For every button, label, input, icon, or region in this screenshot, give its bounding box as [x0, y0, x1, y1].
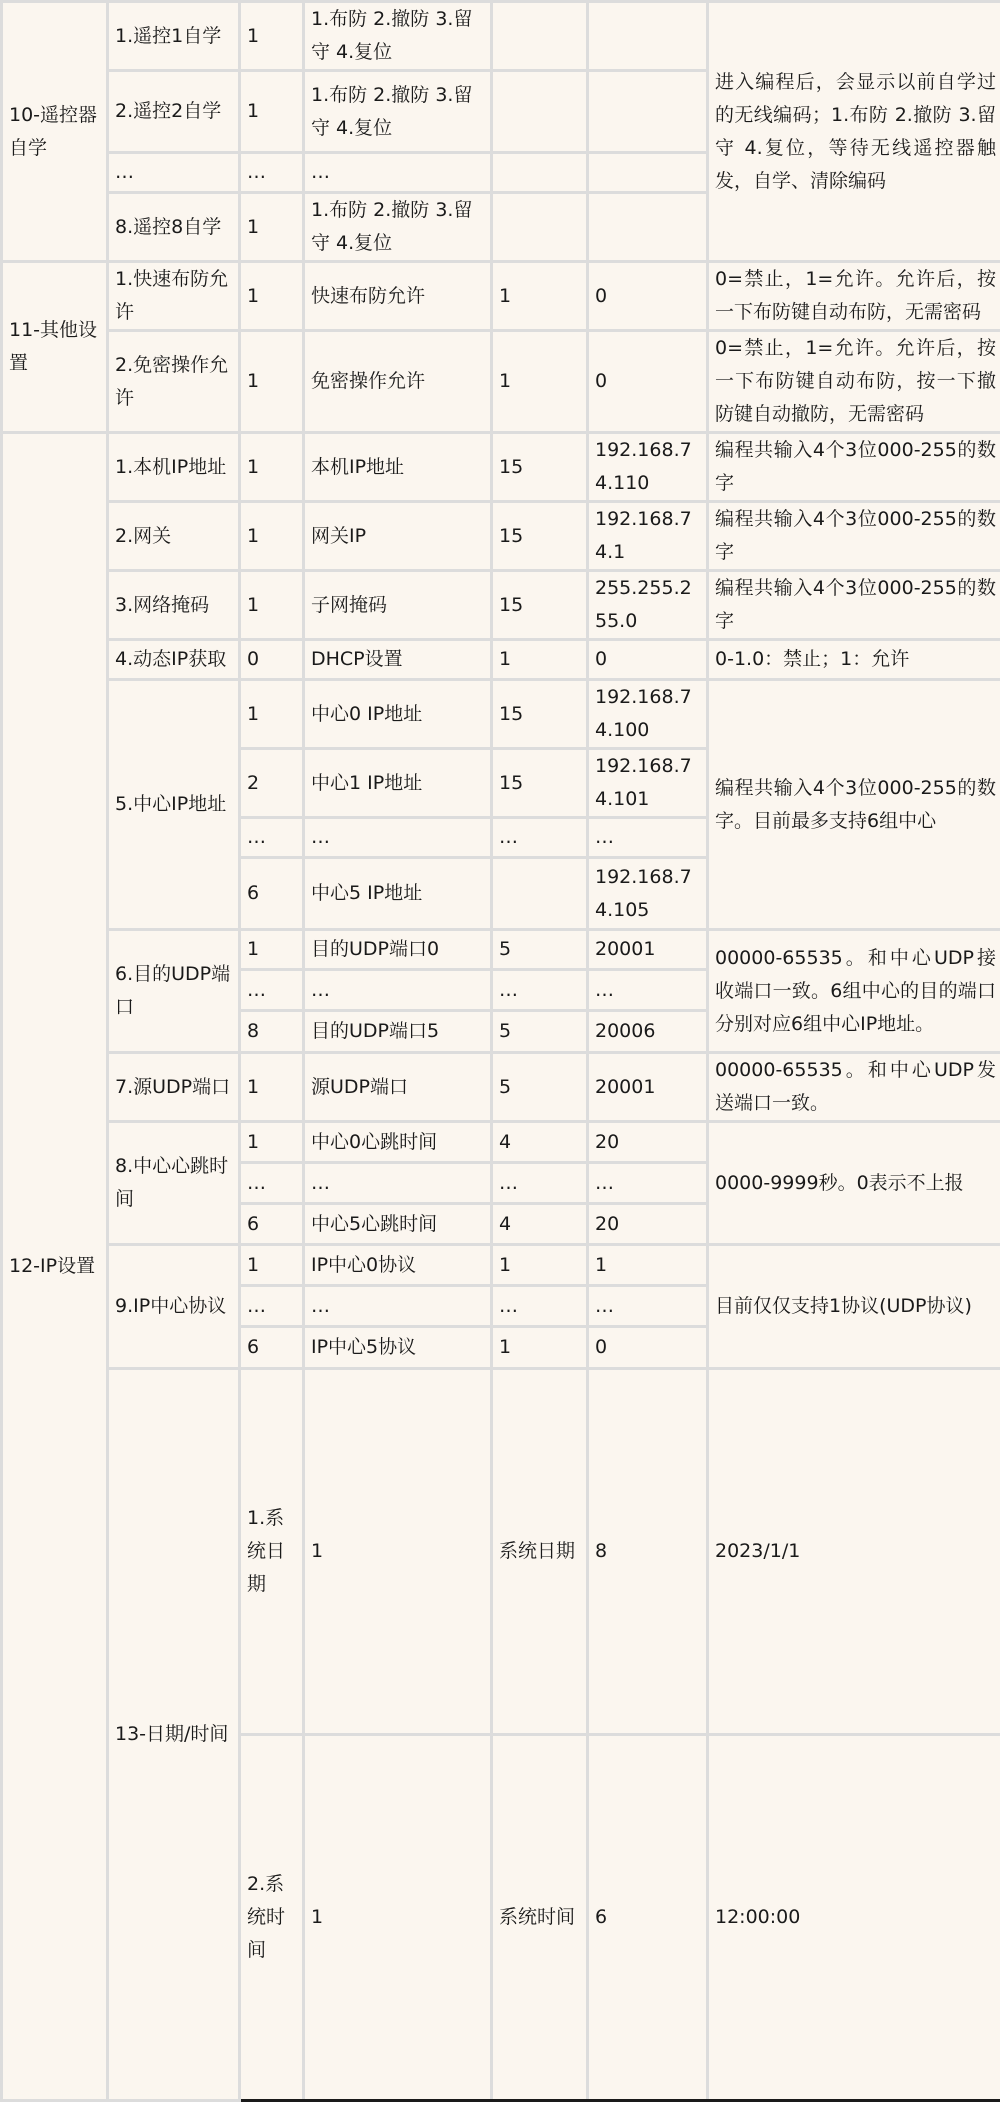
table-row [2, 1245, 1000, 1286]
default-cell: 0 [588, 1327, 708, 1369]
index-cell: 6 [240, 1327, 304, 1369]
name-cell: DHCP设置 [304, 640, 492, 680]
index-cell: … [240, 153, 304, 193]
table-row [2, 1053, 1000, 1122]
description-cell: 目前仅仅支持1协议(UDP协议) [708, 1245, 1000, 1369]
item-cell: 4.动态IP获取 [108, 640, 240, 680]
name-cell: 网关IP [304, 502, 492, 571]
item-cell: 2.系统时间 [240, 1735, 304, 2101]
length-cell [492, 71, 588, 153]
table-row [2, 1122, 1000, 1163]
name-cell: 系统时间 [492, 1735, 588, 2101]
name-cell: 系统日期 [492, 1369, 588, 1735]
item-cell: 1.快速布防允许 [108, 262, 240, 331]
table-row [2, 571, 1000, 640]
item-cell: 2.免密操作允许 [108, 331, 240, 433]
description-cell: 编程共输入4个3位000-255的数字。目前最多支持6组中心 [708, 680, 1000, 930]
item-cell: 7.源UDP端口 [108, 1053, 240, 1122]
default-cell: 192.168.74.105 [588, 858, 708, 930]
description-cell: 编程共输入4个3位000-255的数字 [708, 502, 1000, 571]
description-cell: 编程共输入4个3位000-255的数字 [708, 433, 1000, 502]
description-cell: 00000-65535。和中心UDP发送端口一致。 [708, 1053, 1000, 1122]
default-cell: 20 [588, 1204, 708, 1245]
length-cell: 15 [492, 433, 588, 502]
length-cell [492, 153, 588, 193]
default-cell: 12:00:00 [708, 1735, 1000, 2101]
default-cell: 192.168.74.100 [588, 680, 708, 749]
table-row [2, 331, 1000, 433]
default-cell: 20001 [588, 930, 708, 970]
item-cell: … [108, 153, 240, 193]
name-cell: 源UDP端口 [304, 1053, 492, 1122]
table-row [2, 1369, 1000, 1735]
length-cell [492, 858, 588, 930]
name-cell: 子网掩码 [304, 571, 492, 640]
name-cell: 中心0 IP地址 [304, 680, 492, 749]
default-cell: 192.168.74.1 [588, 502, 708, 571]
length-cell: … [492, 1163, 588, 1204]
index-cell: 2 [240, 749, 304, 818]
default-cell: 0 [588, 262, 708, 331]
index-cell: 1 [240, 331, 304, 433]
default-cell: 0 [588, 640, 708, 680]
table-row [2, 262, 1000, 331]
item-cell: 5.中心IP地址 [108, 680, 240, 930]
item-cell: 8.遥控8自学 [108, 193, 240, 262]
default-cell: … [588, 1286, 708, 1327]
length-cell: … [492, 970, 588, 1011]
name-cell: 1.布防 2.撤防 3.留守 4.复位 [304, 2, 492, 71]
length-cell: … [492, 818, 588, 858]
index-cell: 6 [240, 1204, 304, 1245]
item-cell: 3.网络掩码 [108, 571, 240, 640]
description-cell: 0000-9999秒。0表示不上报 [708, 1122, 1000, 1245]
index-cell: 1 [240, 571, 304, 640]
index-cell: 1 [240, 930, 304, 970]
item-cell: 1.遥控1自学 [108, 2, 240, 71]
index-cell: 1 [240, 680, 304, 749]
table-row [2, 2, 1000, 71]
table-row [2, 433, 1000, 502]
length-cell: 15 [492, 571, 588, 640]
index-cell: 1 [240, 1053, 304, 1122]
item-cell: 8.中心心跳时间 [108, 1122, 240, 1245]
table-row [2, 930, 1000, 970]
section-title: 11-其他设置 [2, 262, 108, 433]
default-cell: 2023/1/1 [708, 1369, 1000, 1735]
item-cell: 2.网关 [108, 502, 240, 571]
length-cell: 5 [492, 1011, 588, 1053]
default-cell: … [588, 1163, 708, 1204]
index-cell: 1 [240, 71, 304, 153]
description-cell: 0=禁止，1=允许。允许后，按一下布防键自动布防，无需密码 [708, 262, 1000, 331]
index-cell: 1 [304, 1735, 492, 2101]
description-cell: 00000-65535。和中心UDP接收端口一致。6组中心的目的端口分别对应6组中心IP地址。 [708, 930, 1000, 1053]
index-cell: 1 [240, 193, 304, 262]
default-cell: 192.168.74.110 [588, 433, 708, 502]
section-title: 13-日期/时间 [108, 1369, 240, 2101]
name-cell: 中心1 IP地址 [304, 749, 492, 818]
item-cell: 1.系统日期 [240, 1369, 304, 1735]
name-cell: IP中心5协议 [304, 1327, 492, 1369]
default-cell: 20006 [588, 1011, 708, 1053]
default-cell [588, 2, 708, 71]
default-cell: 255.255.255.0 [588, 571, 708, 640]
index-cell: … [240, 818, 304, 858]
default-cell [588, 153, 708, 193]
description-cell: 0=禁止，1=允许。允许后，按一下布防键自动布防，按一下撤防键自动撤防，无需密码 [708, 331, 1000, 433]
index-cell: 8 [240, 1011, 304, 1053]
name-cell: … [304, 153, 492, 193]
length-cell: 1 [492, 262, 588, 331]
table-row [2, 640, 1000, 680]
length-cell: 4 [492, 1204, 588, 1245]
section-title: 12-IP设置 [2, 433, 108, 2101]
name-cell: 1.布防 2.撤防 3.留守 4.复位 [304, 71, 492, 153]
item-cell: 6.目的UDP端口 [108, 930, 240, 1053]
name-cell: 目的UDP端口5 [304, 1011, 492, 1053]
default-cell: … [588, 970, 708, 1011]
table-row [2, 502, 1000, 571]
default-cell: … [588, 818, 708, 858]
length-cell: 1 [492, 1327, 588, 1369]
index-cell: 1 [240, 262, 304, 331]
index-cell: 0 [240, 640, 304, 680]
length-cell: … [492, 1286, 588, 1327]
length-cell: 15 [492, 680, 588, 749]
default-cell [588, 193, 708, 262]
index-cell: 1 [304, 1369, 492, 1735]
name-cell: 目的UDP端口0 [304, 930, 492, 970]
item-cell: 2.遥控2自学 [108, 71, 240, 153]
length-cell: 5 [492, 1053, 588, 1122]
section-title: 10-遥控器自学 [2, 2, 108, 262]
item-cell: 1.本机IP地址 [108, 433, 240, 502]
length-cell: 5 [492, 930, 588, 970]
name-cell: 中心0心跳时间 [304, 1122, 492, 1163]
description-cell: 进入编程后，会显示以前自学过的无线编码；1.布防 2.撤防 3.留守 4.复位，等待无线遥控器触发，自学、清除编码 [708, 2, 1000, 262]
index-cell: 6 [240, 858, 304, 930]
name-cell: 快速布防允许 [304, 262, 492, 331]
length-cell: 6 [588, 1735, 708, 2101]
name-cell: … [304, 1163, 492, 1204]
length-cell: 1 [492, 640, 588, 680]
table-row [2, 680, 1000, 749]
name-cell: IP中心0协议 [304, 1245, 492, 1286]
name-cell: 本机IP地址 [304, 433, 492, 502]
description-cell: 0-1.0：禁止；1：允许 [708, 640, 1000, 680]
name-cell: … [304, 970, 492, 1011]
name-cell: 1.布防 2.撤防 3.留守 4.复位 [304, 193, 492, 262]
length-cell: 1 [492, 1245, 588, 1286]
item-cell: 9.IP中心协议 [108, 1245, 240, 1369]
name-cell: … [304, 1286, 492, 1327]
index-cell: 1 [240, 2, 304, 71]
length-cell [492, 193, 588, 262]
index-cell: … [240, 1286, 304, 1327]
length-cell: 4 [492, 1122, 588, 1163]
default-cell: 0 [588, 331, 708, 433]
name-cell: 免密操作允许 [304, 331, 492, 433]
index-cell: … [240, 1163, 304, 1204]
name-cell: 中心5心跳时间 [304, 1204, 492, 1245]
name-cell: … [304, 818, 492, 858]
length-cell: 15 [492, 749, 588, 818]
index-cell: 1 [240, 1122, 304, 1163]
default-cell: 192.168.74.101 [588, 749, 708, 818]
default-cell: 20001 [588, 1053, 708, 1122]
default-cell: 1 [588, 1245, 708, 1286]
length-cell: 1 [492, 331, 588, 433]
index-cell: … [240, 970, 304, 1011]
description-cell: 编程共输入4个3位000-255的数字 [708, 571, 1000, 640]
default-cell [588, 71, 708, 153]
index-cell: 1 [240, 433, 304, 502]
name-cell: 中心5 IP地址 [304, 858, 492, 930]
length-cell: 8 [588, 1369, 708, 1735]
default-cell: 20 [588, 1122, 708, 1163]
index-cell: 1 [240, 502, 304, 571]
length-cell [492, 2, 588, 71]
index-cell: 1 [240, 1245, 304, 1286]
length-cell: 15 [492, 502, 588, 571]
